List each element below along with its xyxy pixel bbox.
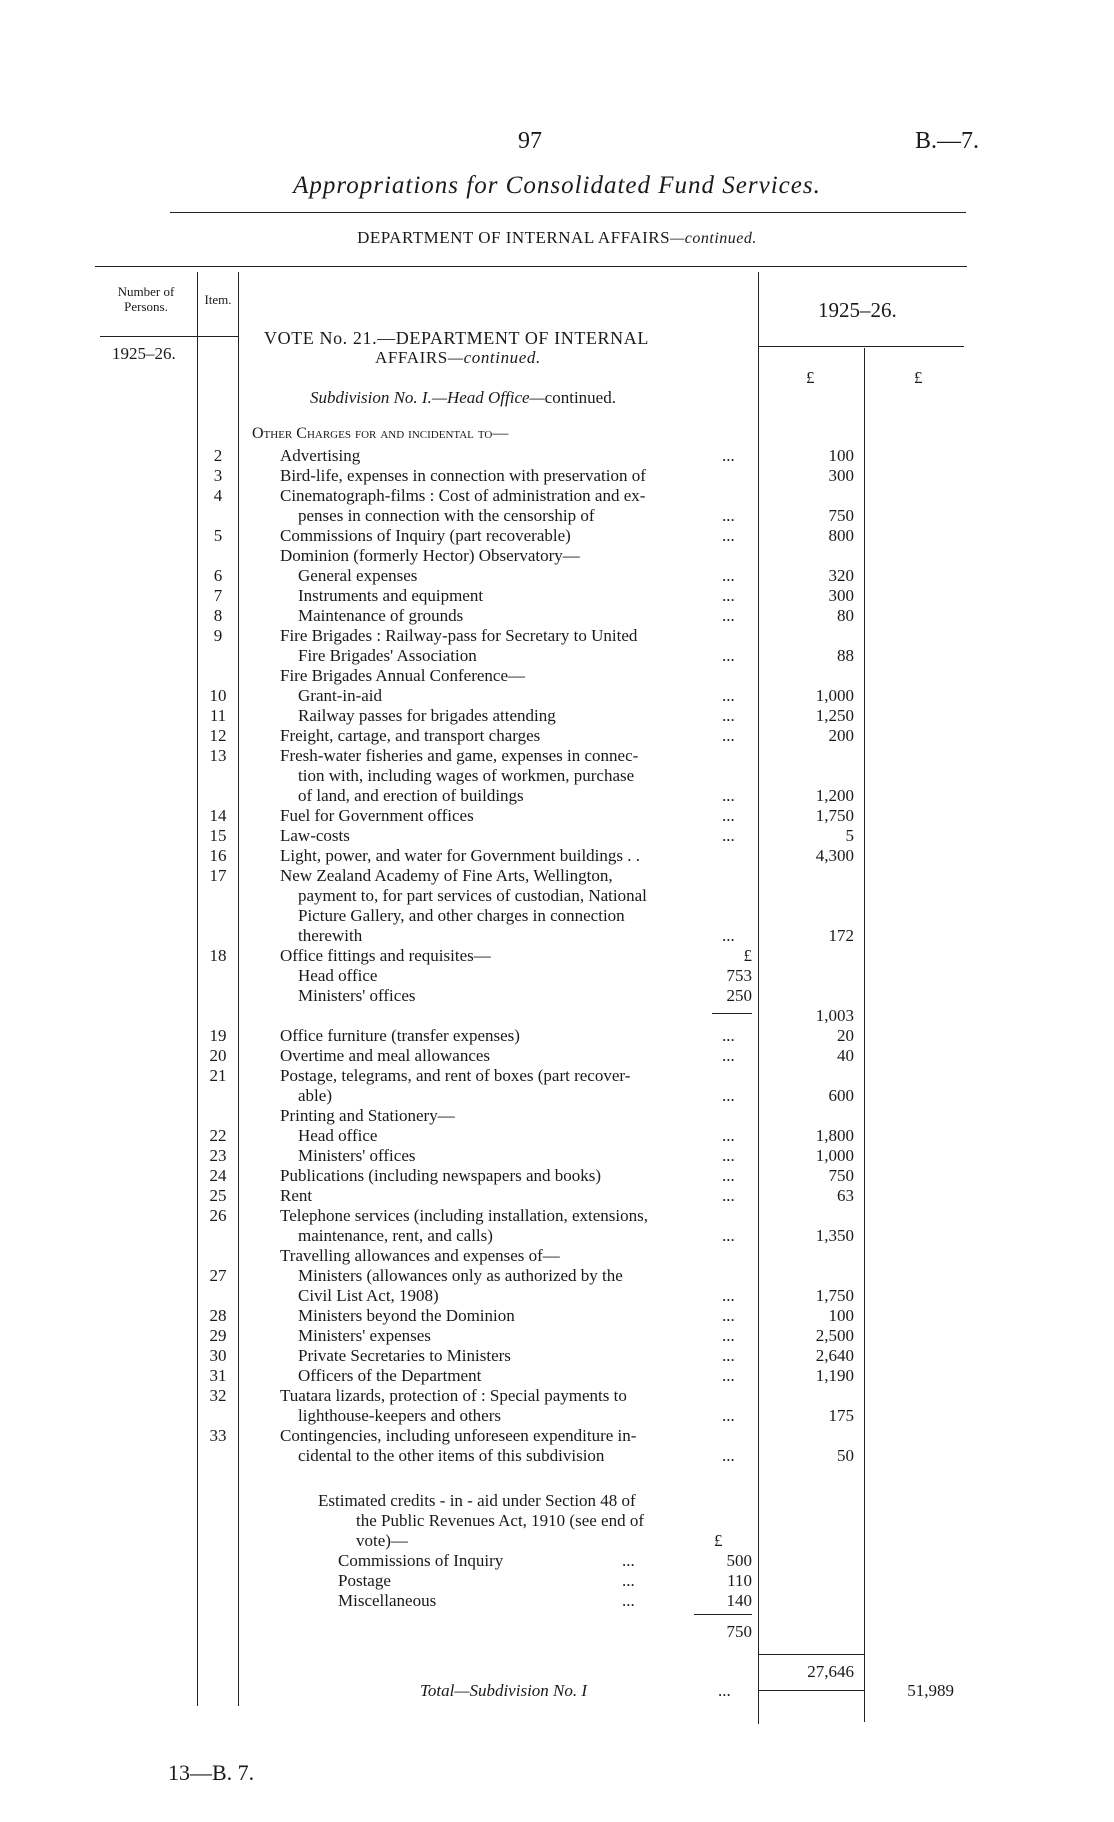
table-row	[0, 886, 1114, 906]
table-row	[0, 1126, 1114, 1146]
item-amount: 1,000	[815, 686, 854, 705]
item-description: Freight, cartage, and transport charges	[280, 726, 541, 745]
item-number: 12	[209, 726, 227, 745]
item-description: cidental to the other items of this subdivision	[298, 1446, 605, 1465]
leader-dots: ...	[722, 826, 735, 845]
item-number: 29	[209, 1326, 227, 1345]
table-row	[0, 546, 1114, 566]
item-description: Grant-in-aid	[298, 686, 383, 705]
credits-heading-3: vote)—	[356, 1531, 408, 1550]
item-amount: 1,350	[815, 1226, 854, 1245]
table-row	[0, 1106, 1114, 1126]
leader-dots: ...	[622, 1591, 635, 1610]
table-row	[0, 966, 1114, 986]
table-row	[0, 866, 1114, 886]
table-row	[0, 1186, 1114, 1206]
leader-dots: ...	[722, 1026, 735, 1045]
total-dots: ...	[718, 1681, 731, 1700]
item-amount: 1,750	[815, 806, 854, 825]
item-amount: 1,800	[815, 1126, 854, 1145]
item-amount: 175	[828, 1406, 854, 1425]
leader-dots: ...	[722, 786, 735, 805]
item-description: penses in connection with the censorship of	[298, 506, 595, 525]
item-description: Dominion (formerly Hector) Observatory—	[280, 546, 580, 565]
table-row	[0, 526, 1114, 546]
item-amount: 300	[828, 466, 854, 485]
table-row	[0, 1346, 1114, 1366]
table-row	[0, 1146, 1114, 1166]
item-number: 18	[209, 946, 227, 965]
leader-dots: ...	[722, 1086, 735, 1105]
leader-dots: ...	[722, 1186, 735, 1205]
table-row	[0, 1066, 1114, 1086]
item-description: Light, power, and water for Government buildings . .	[280, 846, 641, 865]
item-description: lighthouse-keepers and others	[298, 1406, 501, 1425]
page-number: 97	[518, 128, 542, 154]
credit-label: Commissions of Inquiry	[338, 1551, 504, 1570]
item-number: 31	[209, 1366, 227, 1385]
item-description: tion with, including wages of workmen, purchase	[298, 766, 635, 785]
item-amount: 100	[828, 446, 854, 465]
item-description: Fuel for Government offices	[280, 806, 474, 825]
leader-dots: ...	[722, 1306, 735, 1325]
table-row	[0, 846, 1114, 866]
item-description: Commissions of Inquiry (part recoverable)	[280, 526, 571, 545]
leader-dots: ...	[722, 1126, 735, 1145]
item-description: Ministers' expenses	[298, 1326, 431, 1345]
item-description: payment to, for part services of custodian, National	[298, 886, 647, 905]
table-row	[0, 746, 1114, 766]
leader-dots: ...	[722, 1226, 735, 1245]
subdivision-title: Subdivision No. I.—Head Office—	[310, 388, 545, 407]
item-amount: 100	[828, 1306, 854, 1325]
pound-sign-subtotal: £	[806, 368, 815, 387]
item-amount: 1,250	[815, 706, 854, 725]
item-number: 27	[209, 1266, 227, 1285]
item-number: 3	[213, 466, 223, 485]
item-number: 4	[213, 486, 223, 505]
item-number: 33	[209, 1426, 227, 1445]
table-row	[0, 726, 1114, 746]
table-row	[0, 1366, 1114, 1386]
item-description: Printing and Stationery—	[280, 1106, 455, 1125]
subtotal-top-rule	[758, 1654, 864, 1655]
item-amount: 1,750	[815, 1286, 854, 1305]
item-number: 7	[213, 586, 223, 605]
page-title: Appropriations for Consolidated Fund Services.	[293, 172, 821, 199]
item-description: Instruments and equipment	[298, 586, 484, 605]
leader-dots: ...	[722, 1286, 735, 1305]
item-number: 11	[209, 706, 227, 725]
pound-sign-total: £	[914, 368, 923, 387]
leader-dots: ...	[722, 806, 735, 825]
table-row	[0, 826, 1114, 846]
item-description: Railway passes for brigades attending	[298, 706, 556, 725]
table-row	[0, 806, 1114, 826]
item-description: Fire Brigades Annual Conference—	[280, 666, 526, 685]
item-description: Overtime and meal allowances	[280, 1046, 491, 1065]
leader-dots: ...	[722, 646, 735, 665]
item-amount: 1,200	[815, 786, 854, 805]
vote-heading-text: AFFAIRS	[375, 348, 448, 367]
item-amount: 2,640	[815, 1346, 854, 1365]
table-row	[0, 1166, 1114, 1186]
item-amount: 320	[828, 566, 854, 585]
department-suffix: —continued.	[670, 230, 757, 247]
item-description: Advertising	[280, 446, 361, 465]
item-number: 6	[213, 566, 223, 585]
table-row	[0, 1226, 1114, 1246]
leader-dots: ...	[722, 1046, 735, 1065]
item-amount: 20	[837, 1026, 854, 1045]
table-row	[0, 646, 1114, 666]
leader-dots: ...	[722, 1406, 735, 1425]
item-description: Maintenance of grounds	[298, 606, 464, 625]
item-description: Cinematograph-films : Cost of administration and ex-	[280, 486, 646, 505]
table-row	[0, 1446, 1114, 1466]
item-description: Contingencies, including unforeseen expenditure in-	[280, 1426, 637, 1445]
table-row	[0, 786, 1114, 806]
table-row	[0, 1426, 1114, 1446]
item-amount: 800	[828, 526, 854, 545]
table-row	[0, 946, 1114, 966]
vote-heading: VOTE No. 21.—DEPARTMENT OF INTERNAL	[264, 328, 649, 348]
item-description: therewith	[298, 926, 363, 945]
item-number: 22	[209, 1126, 227, 1145]
department-name: DEPARTMENT OF INTERNAL AFFAIRS	[357, 228, 671, 247]
item-description: Ministers beyond the Dominion	[298, 1306, 515, 1325]
vote-heading-suffix: —continued.	[447, 348, 541, 367]
item-number: 19	[209, 1026, 227, 1045]
table-row	[0, 606, 1114, 626]
grand-total-value: 51,989	[907, 1681, 954, 1700]
item-number: 13	[209, 746, 227, 765]
item-number: 5	[213, 526, 223, 545]
item-description: Fire Brigades : Railway-pass for Secretary to United	[280, 626, 638, 645]
table-row	[0, 926, 1114, 946]
table-row	[0, 1086, 1114, 1106]
item-description: able)	[298, 1086, 332, 1105]
item-amount: 88	[837, 646, 854, 665]
item-amount: 1,190	[815, 1366, 854, 1385]
item-description: New Zealand Academy of Fine Arts, Wellington,	[280, 866, 613, 885]
item-description: Ministers' offices	[298, 986, 416, 1005]
item-number: 26	[209, 1206, 227, 1225]
item-number: 14	[209, 806, 227, 825]
credit-value: 500	[726, 1551, 752, 1570]
item-description: Ministers (allowances only as authorized by the	[298, 1266, 623, 1285]
other-charges-heading: Other Charges for and incidental to—	[252, 425, 509, 442]
item-description: maintenance, rent, and calls)	[298, 1226, 493, 1245]
item-description: Postage, telegrams, and rent of boxes (part recover-	[280, 1066, 631, 1085]
table-row	[0, 706, 1114, 726]
item-amount: 2,500	[815, 1326, 854, 1345]
item-amount: 1,003	[815, 1006, 854, 1025]
subdivision-heading	[310, 388, 616, 408]
item-header: Item.	[204, 292, 232, 307]
table-row	[0, 1266, 1114, 1286]
table-row	[0, 1306, 1114, 1326]
item-amount: 80	[837, 606, 854, 625]
leader-dots: ...	[722, 1346, 735, 1365]
leader-dots: ...	[722, 506, 735, 525]
sub-amount: £	[743, 946, 752, 965]
office-fittings-subtotal-rule	[712, 1013, 752, 1014]
table-row	[0, 906, 1114, 926]
subdivision-suffix: continued.	[544, 388, 616, 407]
item-amount: 750	[828, 506, 854, 525]
item-amount: 5	[845, 826, 854, 845]
credit-value: 110	[727, 1571, 752, 1590]
persons-header: Number of Persons.	[117, 284, 175, 314]
credit-label: Miscellaneous	[338, 1591, 437, 1610]
amount-header-rule	[758, 346, 964, 347]
item-description: of land, and erection of buildings	[298, 786, 524, 805]
table-top-rule	[95, 266, 967, 267]
item-number: 10	[209, 686, 227, 705]
leader-dots: ...	[722, 446, 735, 465]
leader-dots: ...	[722, 606, 735, 625]
item-amount: 63	[837, 1186, 854, 1205]
leader-dots: ...	[622, 1551, 635, 1570]
leader-dots: ...	[722, 586, 735, 605]
table-row	[0, 1286, 1114, 1306]
table-row	[0, 1246, 1114, 1266]
persons-year: 1925–26.	[112, 344, 176, 363]
credits-heading-2: the Public Revenues Act, 1910 (see end of	[356, 1511, 644, 1530]
table-row	[0, 506, 1114, 526]
document-reference: B.—7.	[915, 128, 980, 154]
leader-dots: ...	[722, 1166, 735, 1185]
table-row	[0, 466, 1114, 486]
credits-heading-1: Estimated credits - in - aid under Section 48 of	[318, 1491, 636, 1510]
subtotal-bottom-rule	[758, 1690, 864, 1691]
item-number: 15	[209, 826, 227, 845]
subtotal-value: 27,646	[807, 1662, 854, 1681]
item-amount: 300	[828, 586, 854, 605]
table-row	[0, 1026, 1114, 1046]
table-row	[0, 686, 1114, 706]
credit-value: 140	[726, 1591, 752, 1610]
item-number: 32	[209, 1386, 227, 1405]
table-row	[0, 1046, 1114, 1066]
leader-dots: ...	[722, 706, 735, 725]
leader-dots: ...	[722, 526, 735, 545]
table-row	[0, 586, 1114, 606]
item-description: Bird-life, expenses in connection with preservation of	[280, 466, 646, 485]
item-description: Private Secretaries to Ministers	[298, 1346, 511, 1365]
leader-dots: ...	[722, 1366, 735, 1385]
credit-label: Postage	[338, 1571, 391, 1590]
table-row	[0, 986, 1114, 1006]
item-description: Rent	[280, 1186, 313, 1205]
item-description: Civil List Act, 1908)	[298, 1286, 439, 1305]
item-number: 28	[209, 1306, 227, 1325]
item-amount: 600	[828, 1086, 854, 1105]
item-number: 20	[209, 1046, 227, 1065]
leader-dots: ...	[722, 566, 735, 585]
item-description: Publications (including newspapers and books)	[280, 1166, 602, 1185]
item-description: Ministers' offices	[298, 1146, 416, 1165]
table-row	[0, 1386, 1114, 1406]
item-number: 17	[209, 866, 227, 885]
leader-dots: ...	[722, 1446, 735, 1465]
table-row	[0, 1006, 1114, 1026]
item-description: Telephone services (including installation, extensions,	[280, 1206, 648, 1225]
persons-header-rule	[100, 336, 238, 337]
item-number: 8	[213, 606, 223, 625]
item-amount: 4,300	[815, 846, 854, 865]
item-description: General expenses	[298, 566, 418, 585]
leader-dots: ...	[722, 726, 735, 745]
item-description: Travelling allowances and expenses of—	[280, 1246, 560, 1265]
item-number: 9	[213, 626, 223, 645]
item-description: Officers of the Department	[298, 1366, 482, 1385]
table-row	[0, 626, 1114, 646]
item-number: 25	[209, 1186, 227, 1205]
department-heading	[0, 228, 1114, 248]
leader-dots: ...	[722, 926, 735, 945]
leader-dots: ...	[722, 1326, 735, 1345]
item-number: 24	[209, 1166, 227, 1185]
item-description: Fresh-water fisheries and game, expenses in connec-	[280, 746, 639, 765]
item-number: 30	[209, 1346, 227, 1365]
item-description: Office fittings and requisites—	[280, 946, 491, 965]
item-description: Head office	[298, 966, 378, 985]
title-rule	[170, 212, 966, 213]
item-number: 21	[209, 1066, 227, 1085]
vote-heading-continued	[375, 348, 541, 368]
page-footer-signature: 13—B. 7.	[168, 1760, 255, 1785]
table-row	[0, 1406, 1114, 1426]
table-row	[0, 446, 1114, 466]
item-description: Office furniture (transfer expenses)	[280, 1026, 520, 1045]
table-row	[0, 1206, 1114, 1226]
item-description: Head office	[298, 1126, 378, 1145]
credits-pound-sign: £	[714, 1531, 723, 1550]
item-number: 2	[213, 446, 223, 465]
table-row	[0, 766, 1114, 786]
item-amount: 172	[828, 926, 854, 945]
item-number: 23	[209, 1146, 227, 1165]
sub-amount: 753	[726, 966, 752, 985]
credits-total: 750	[726, 1622, 752, 1641]
item-number: 16	[209, 846, 227, 865]
item-description: Fire Brigades' Association	[298, 646, 477, 665]
item-amount: 40	[837, 1046, 854, 1065]
table-row	[0, 486, 1114, 506]
item-description: Tuatara lizards, protection of : Special payments to	[280, 1386, 627, 1405]
sub-amount: 250	[726, 986, 752, 1005]
amount-year: 1925–26.	[818, 298, 897, 322]
item-amount: 200	[828, 726, 854, 745]
item-description: Picture Gallery, and other charges in connection	[298, 906, 625, 925]
leader-dots: ...	[622, 1571, 635, 1590]
leader-dots: ...	[722, 1146, 735, 1165]
total-label: Total—Subdivision No. I	[420, 1681, 588, 1700]
table-row	[0, 666, 1114, 686]
item-amount: 50	[837, 1446, 854, 1465]
credits-total-rule	[694, 1614, 752, 1615]
table-row	[0, 1326, 1114, 1346]
item-amount: 750	[828, 1166, 854, 1185]
item-description: Law-costs	[280, 826, 350, 845]
table-row	[0, 566, 1114, 586]
leader-dots: ...	[722, 686, 735, 705]
item-amount: 1,000	[815, 1146, 854, 1165]
